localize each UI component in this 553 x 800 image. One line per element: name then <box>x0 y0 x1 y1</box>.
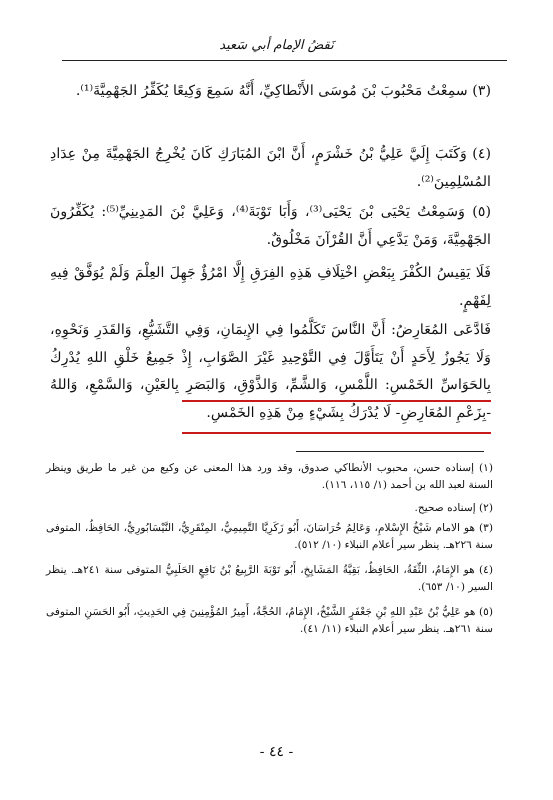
footnote-3: (٣) هو الامام شَيْخُ الإِسْلامِ، وَعَالِمُ خُرَاسَانَ، أَبُو زَكَرِيَّا التَّمِيمِيُّ، المِنْقَرِيُّ، النَّيْسَابُورِيُّ، الحَافِظُ، المتوفى سنة ٢٢٦هـ. ينظر سير أعلام النبلاء (١٠/ ٥١٢). <box>46 522 493 551</box>
paragraph-5: (٥) وَسَمِعْتُ يَحْيَى بْنَ يَحْيَى⁽³⁾، وَأَبَا تَوْبَةَ⁽⁴⁾، وَعَلِيَّ بْنَ المَدِينِيِّ⁽⁵⁾: يُكَفِّرُونَ الجَهْمِيَّةَ، وَمَنْ يَدَّعِي أَنَّ القُرْآنَ مَخْلُوقٌ. <box>50 204 492 248</box>
red-underline-1 <box>182 400 491 402</box>
footnote-rule <box>296 451 484 452</box>
footnote-2: (٢) إسناده صحيح. <box>414 502 493 514</box>
header-rule <box>62 60 507 61</box>
paragraph-analogy: فَلَا يَقِيسُ الكُفْرَ بِبَعْضِ اخْتِلَافِ هَذِهِ الفِرَقِ إِلَّا امْرُؤٌ جَهِلَ العِلْمَ وَلَمْ يُوَفَّقْ فِيهِ لِفَهْمٍ. <box>50 265 491 309</box>
footnote-1: (١) إسناده حسن، محبوب الأنطاكي صدوق، وقد ورد هذا المعنى عن وكيع من غير ما طريق وينظر السنة لعبد الله بن أحمد (١/ ١١٥، ١١٦). <box>46 462 493 491</box>
paragraph-claim: فَادَّعَى المُعَارِضُ: أَنَّ النَّاسَ تَكَلَّمُوا فِي الإِيمَانِ، وَفِي التَّشَيُّعِ، وَالقَدَرِ وَنَحْوِهِ، وَلَا يَجُوزُ لِأَحَدٍ أَنْ يَتَأَوَّلَ فِي التَّوْحِيدِ غَيْرَ الصَّوَابِ، إِذْ جَمِيعُ خَلْقِ اللهِ يُدْرِكُ بِالحَوَاسِّ الخَمْسِ: اللَّمْسِ، وَالشَّمِّ، وَالذَّوْقِ، وَالبَصَرِ بِالعَيْنِ، وَالسَّمْعِ، وَاللهُ -بِزَعْمِ المُعَارِضِ- لَا يُدْرَكُ بِشَيْءٍ مِنْ هَذِهِ الخَمْسِ. <box>50 322 491 421</box>
paragraph-4: (٤) وَكَتَبَ إِلَيَّ عَلِيُّ بْنُ خَشْرَمٍ، أَنَّ ابْنَ المُبَارَكِ كَانَ يُخْرِجُ الجَهْمِيَّةَ مِنْ عِدَادِ المُسْلِمِينَ⁽²⁾. <box>50 146 491 190</box>
footnote-5: (٥) هو عَلِيُّ بْنُ عَبْدِ اللهِ بْنِ جَعْفَرٍ الشَّيْخُ، الإِمَامُ، الحُجَّةُ، أَمِيرُ المُؤْمِنِينَ فِي الحَدِيثِ، أَبُو الحَسَنِ المتوفى سنة ٢٦١هـ. ينظر سير أعلام النبلاء (١١/ ٤١). <box>46 606 493 635</box>
running-header: نَقضُ الإمام أبي سَعيد <box>219 38 334 53</box>
footnote-4: (٤) هو الإِمَامُ، الثِّقَةُ، الحَافِظُ، بَقِيَّةُ المَشَايِخِ، أَبُو تَوْبَةَ الرَّبِيعُ بْنُ نَافِعٍ الحَلَبِيُّ المتوفى سنة ٢٤١هـ. ينظر السير (١٠/ ٦٥٣). <box>46 564 494 593</box>
red-underline-2 <box>182 432 491 434</box>
paragraph-3: (٣) سمِعْتُ مَحْبُوبَ بْنَ مُوسَى الأَنْطاكِيِّ، أَنَّهُ سَمِعَ وَكِيعًا يُكَفِّرُ الجَهْمِيَّةَ⁽¹⁾. <box>75 83 491 99</box>
page-number: - ٤٤ - <box>259 744 294 760</box>
